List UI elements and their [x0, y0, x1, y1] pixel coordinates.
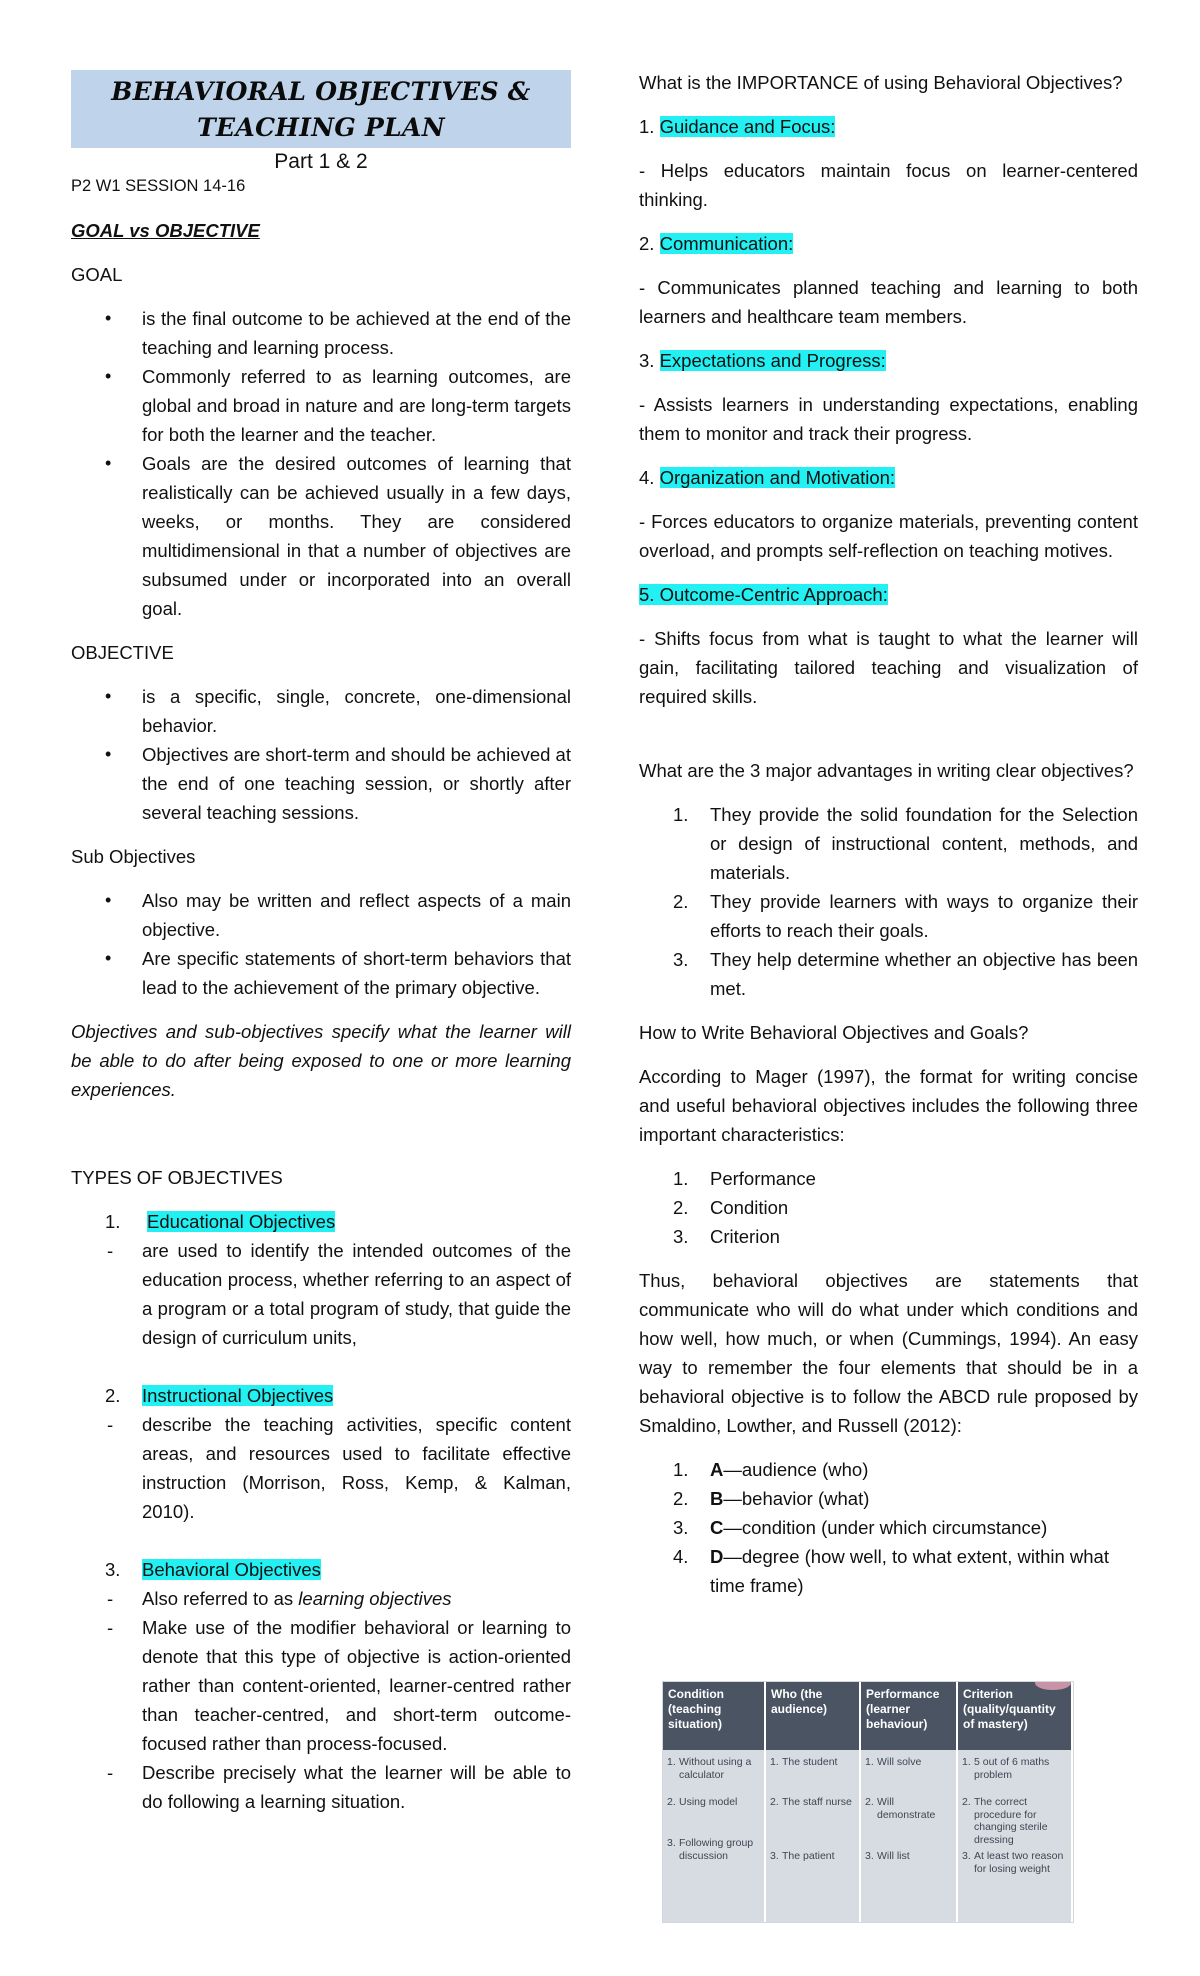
list-item: 4. D—degree (how well, to what extent, within what time frame) [673, 1546, 1109, 1596]
list-item: 2. B—behavior (what) [673, 1488, 870, 1509]
importance-number: 3. [639, 350, 655, 371]
list-item: 2. They provide learners with ways to organize their efforts to reach their goals. [673, 891, 1138, 941]
table-cell: 3. Following group discussion [667, 1837, 754, 1862]
list-item: - describe the teaching activities, specific content areas, and resources used to facilitate effective instruction (Morrison, Ross, Kemp, & Kalman, 2010). [71, 1410, 571, 1526]
list-item: • Also may be written and reflect aspects of a main objective. [71, 886, 571, 944]
table-header: Who (the audience) [766, 1682, 859, 1750]
table-cell: 2. Using model [667, 1796, 738, 1808]
importance-number: 4. [639, 467, 655, 488]
list-item: • Are specific statements of short-term behaviors that lead to the achievement of the primary objective. [71, 944, 571, 1002]
table-cell: 1. Without using a calculator [667, 1756, 752, 1781]
table-cell: 2. The staff nurse [770, 1796, 852, 1808]
table-cell: 3. At least two reason for losing weight [962, 1850, 1064, 1875]
type-number: 2. [105, 1385, 121, 1406]
aka-emphasis: learning objectives [298, 1588, 452, 1609]
list-item: • is the final outcome to be achieved at the end of the teaching and learning process. [71, 304, 571, 362]
sub-objectives-list [71, 886, 571, 1002]
table-column-condition [663, 1682, 766, 1922]
importance-number: 2. [639, 233, 655, 254]
importance-desc-1: - Helps educators maintain focus on learner-centered thinking. [639, 160, 1138, 210]
right-column [639, 68, 1138, 1600]
importance-label: Guidance and Focus: [659, 116, 836, 137]
list-item: 3. Criterion [673, 1226, 780, 1247]
list-item: 3. They help determine whether an objective has been met. [673, 949, 1138, 999]
table-cell: 1. Will solve [865, 1756, 922, 1768]
list-item: 2. Condition [673, 1197, 789, 1218]
importance-desc-5: - Shifts focus from what is taught to what the learner will gain, facilitating tailored teaching and visualization of required skills. [639, 628, 1138, 707]
sub-objectives-heading: Sub Objectives [71, 846, 196, 867]
table-header: Performance (learner behaviour) [861, 1682, 956, 1750]
table-column-performance [861, 1682, 958, 1922]
abcd-paragraph: Thus, behavioral objectives are statements that communicate who will do what under which conditions and how well, how much, or when (Cummings, 1994). An easy way to remember the four elements that should be in a behavioral objective is to follow the ABCD rule proposed by Smaldino, Lowther, and Russell (2012): [639, 1270, 1138, 1436]
session-label: P2 W1 SESSION 14-16 [71, 177, 246, 195]
how-to-question: How to Write Behavioral Objectives and Goals? [639, 1022, 1029, 1043]
importance-heading-5 [639, 580, 1138, 609]
list-item: 1. They provide the solid foundation for the Selection or design of instructional content, methods, and materials. [673, 804, 1138, 883]
left-column [71, 68, 571, 1816]
goal-vs-objective-heading: GOAL vs OBJECTIVE [71, 220, 260, 241]
list-item: 1. A—audience (who) [673, 1459, 869, 1480]
abcd-list [639, 1455, 1138, 1600]
goal-list [71, 304, 571, 623]
list-item: - Make use of the modifier behavioral or learning to denote that this type of objective is action-oriented rather than content-oriented, learner-centred rather than teacher-centred, and short-term outcome-focused rather than process-focused. [71, 1613, 571, 1758]
table-header: Condition (teaching situation) [663, 1682, 764, 1750]
title-banner [71, 70, 571, 173]
advantages-question: What are the 3 major advantages in writing clear objectives? [639, 760, 1134, 781]
type-instructional [71, 1381, 571, 1410]
behavioral-points [71, 1584, 571, 1816]
importance-label: Communication: [659, 233, 794, 254]
importance-desc-2: - Communicates planned teaching and learning to both learners and healthcare team members. [639, 277, 1138, 327]
document-subtitle: Part 1 & 2 [274, 150, 368, 173]
list-item: - are used to identify the intended outcomes of the education process, whether referring to an aspect of a program or a total program of study, that guide the design of curriculum units, [71, 1236, 571, 1352]
table-cell: 3. Will list [865, 1850, 910, 1862]
importance-label: Organization and Motivation: [659, 467, 896, 488]
importance-heading-1 [639, 112, 1138, 141]
type-number: 1. [105, 1211, 121, 1232]
type-behavioral [71, 1555, 571, 1584]
table-column-criterion [958, 1682, 1073, 1922]
objective-heading: OBJECTIVE [71, 642, 174, 663]
importance-heading-3 [639, 346, 1138, 375]
table-header: Criterion (quality/quantity of mastery) [958, 1682, 1071, 1750]
importance-number: 1. [639, 116, 655, 137]
types-heading: TYPES OF OBJECTIVES [71, 1167, 283, 1188]
aka-prefix: Also referred to as [142, 1588, 299, 1609]
importance-desc-4: - Forces educators to organize materials, preventing content overload, and prompts self-reflection on teaching motives. [639, 511, 1138, 561]
educational-points [71, 1236, 571, 1352]
characteristics-list [639, 1164, 1138, 1251]
list-item: • Objectives are short-term and should be achieved at the end of one teaching session, or shortly after several teaching sessions. [71, 740, 571, 827]
table-cell: 3. The patient [770, 1850, 835, 1862]
type-number: 3. [105, 1559, 121, 1580]
list-item: 1. Performance [673, 1168, 816, 1189]
type-label: Instructional Objectives [142, 1385, 334, 1406]
type-label: Behavioral Objectives [142, 1559, 321, 1580]
list-item [71, 1584, 571, 1613]
advantages-list [639, 800, 1138, 1003]
importance-label: 5. Outcome-Centric Approach: [639, 584, 888, 605]
abcd-table-image [662, 1681, 1074, 1923]
objectives-note: Objectives and sub-objectives specify what the learner will be able to do after being exposed to one or more learning experiences. [71, 1021, 571, 1100]
list-item: - Describe precisely what the learner will be able to do following a learning situation. [71, 1758, 571, 1816]
list-item: • Commonly referred to as learning outcomes, are global and broad in nature and are long-term targets for both the learner and the teacher. [71, 362, 571, 449]
table-cell: 1. The student [770, 1756, 838, 1768]
list-item: • is a specific, single, concrete, one-dimensional behavior. [71, 682, 571, 740]
table-cell: 2. Will demonstrate [865, 1796, 936, 1821]
mager-paragraph: According to Mager (1997), the format for writing concise and useful behavioral objectives includes the following three important characteristics: [639, 1066, 1138, 1145]
importance-desc-3: - Assists learners in understanding expectations, enabling them to monitor and track their progress. [639, 394, 1138, 444]
objective-list [71, 682, 571, 827]
importance-heading-2 [639, 229, 1138, 258]
goal-heading: GOAL [71, 264, 123, 285]
type-label: Educational Objectives [147, 1211, 336, 1232]
instructional-points [71, 1410, 571, 1526]
importance-question: What is the IMPORTANCE of using Behavioral Objectives? [639, 72, 1123, 93]
importance-label: Expectations and Progress: [659, 350, 886, 371]
list-item: • Goals are the desired outcomes of learning that realistically can be achieved usually in a few days, weeks, or months. They are considered multidimensional in that a number of objectives are subsumed under or incorporated into an overall goal. [71, 449, 571, 623]
importance-heading-4 [639, 463, 1138, 492]
document-title: BEHAVIORAL OBJECTIVES & TEACHING PLAN [111, 77, 531, 142]
table-cell: 2. The correct procedure for changing sterile dressing [962, 1796, 1048, 1846]
type-educational [71, 1207, 571, 1236]
table-cell: 1. 5 out of 6 maths problem [962, 1756, 1050, 1781]
list-item: 3. C—condition (under which circumstance) [673, 1517, 1048, 1538]
table-column-who [766, 1682, 861, 1922]
